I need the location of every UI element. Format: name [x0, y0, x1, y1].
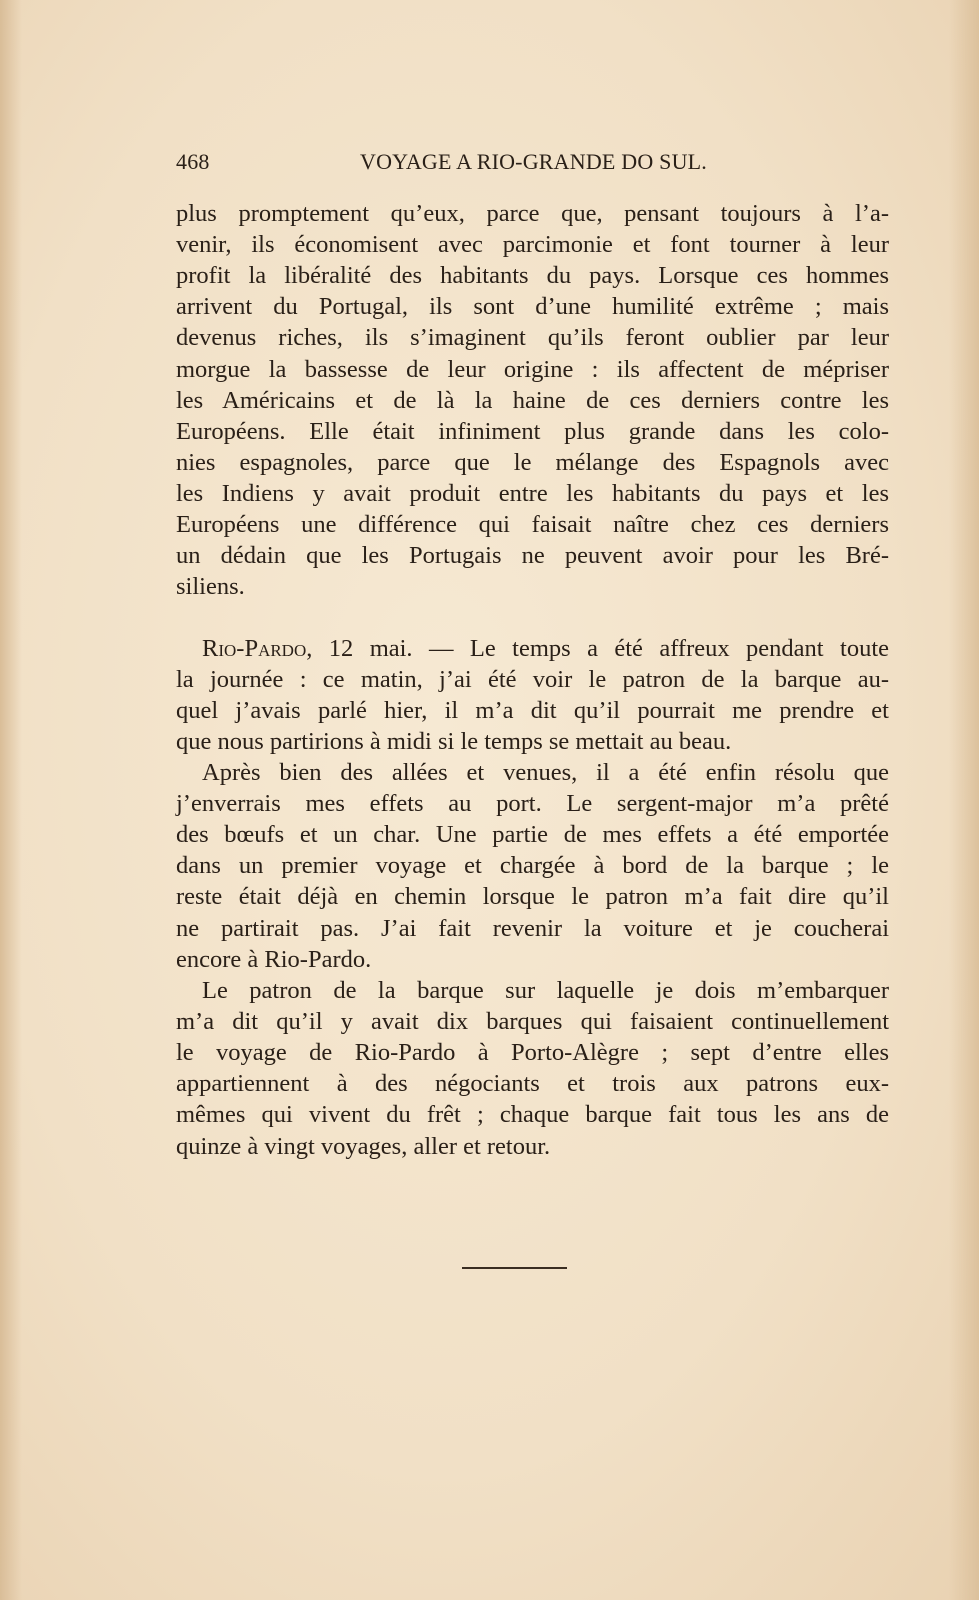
text-line: quel j’avais parlé hier, il m’a dit qu’il pourrait me prendre et — [176, 697, 889, 725]
page-number: 468 — [176, 149, 210, 174]
text-line: quinze à vingt voyages, aller et retour. — [176, 1132, 551, 1160]
running-title: VOYAGE A RIO-GRANDE DO SUL. — [360, 149, 708, 174]
text-line: Européens une différence qui faisait naître chez ces derniers — [176, 511, 889, 538]
text-line: appartiennent à des négociants et trois aux patrons eux- — [176, 1070, 889, 1098]
text-line: morgue la bassesse de leur origine : ils affectent de mépriser — [176, 355, 889, 383]
text-line: encore à Rio-Pardo. — [176, 945, 372, 973]
text-line: nies espagnoles, parce que le mélange des Espagnols avec — [176, 448, 889, 476]
page-edge-shadow — [949, 0, 979, 1600]
text-line: Après bien des allées et venues, il a été enfin résolu que — [202, 759, 889, 786]
text-line: des bœufs et un char. Une partie de mes effets a été emportée — [176, 821, 889, 849]
dateline: Rio-Pardo — [202, 635, 307, 662]
text-line: plus promptement qu’eux, parce que, pensant toujours à l’a- — [176, 200, 889, 227]
line-text: , 12 mai. — Le temps a été affreux pendant toute — [306, 635, 889, 662]
text-line: profit la libéralité des habitants du pays. Lorsque ces hommes — [176, 262, 889, 290]
text-line: mêmes qui vivent du frêt ; chaque barque fait tous les ans de — [176, 1101, 889, 1129]
text-line: j’enverrais mes effets au port. Le sergent-major m’a prêté — [176, 790, 889, 818]
text-line: arrivent du Portugal, ils sont d’une humilité extrême ; mais — [176, 293, 889, 321]
text-line: les Américains et de là la haine de ces derniers contre les — [176, 386, 889, 414]
end-rule — [462, 1267, 567, 1269]
text-line: que nous partirions à midi si le temps se mettait au beau. — [176, 728, 732, 756]
text-line: siliens. — [176, 573, 245, 601]
text-line: m’a dit qu’il y avait dix barques qui faisaient continuellement — [176, 1008, 889, 1036]
text-line: la journée : ce matin, j’ai été voir le patron de la barque au- — [176, 666, 889, 694]
text-line: un dédain que les Portugais ne peuvent avoir pour les Bré- — [176, 542, 889, 570]
text-line: devenus riches, ils s’imaginent qu’ils feront oublier par leur — [176, 324, 889, 352]
text-line: Le patron de la barque sur laquelle je dois m’embarquer — [202, 977, 889, 1004]
text-line — [176, 633, 889, 664]
text-line: ne partirait pas. J’ai fait revenir la voiture et je coucherai — [176, 914, 889, 942]
page-edge-shadow — [0, 0, 22, 1600]
text-line: dans un premier voyage et chargée à bord de la barque ; le — [176, 852, 889, 880]
text-line: le voyage de Rio-Pardo à Porto-Alègre ; sept d’entre elles — [176, 1039, 889, 1067]
text-line: venir, ils économisent avec parcimonie et font tourner à leur — [176, 231, 889, 259]
text-line: Européens. Elle était infiniment plus grande dans les colo- — [176, 417, 889, 445]
text-line: reste était déjà en chemin lorsque le patron m’a fait dire qu’il — [176, 883, 889, 911]
text-line: les Indiens y avait produit entre les habitants du pays et les — [176, 479, 889, 507]
